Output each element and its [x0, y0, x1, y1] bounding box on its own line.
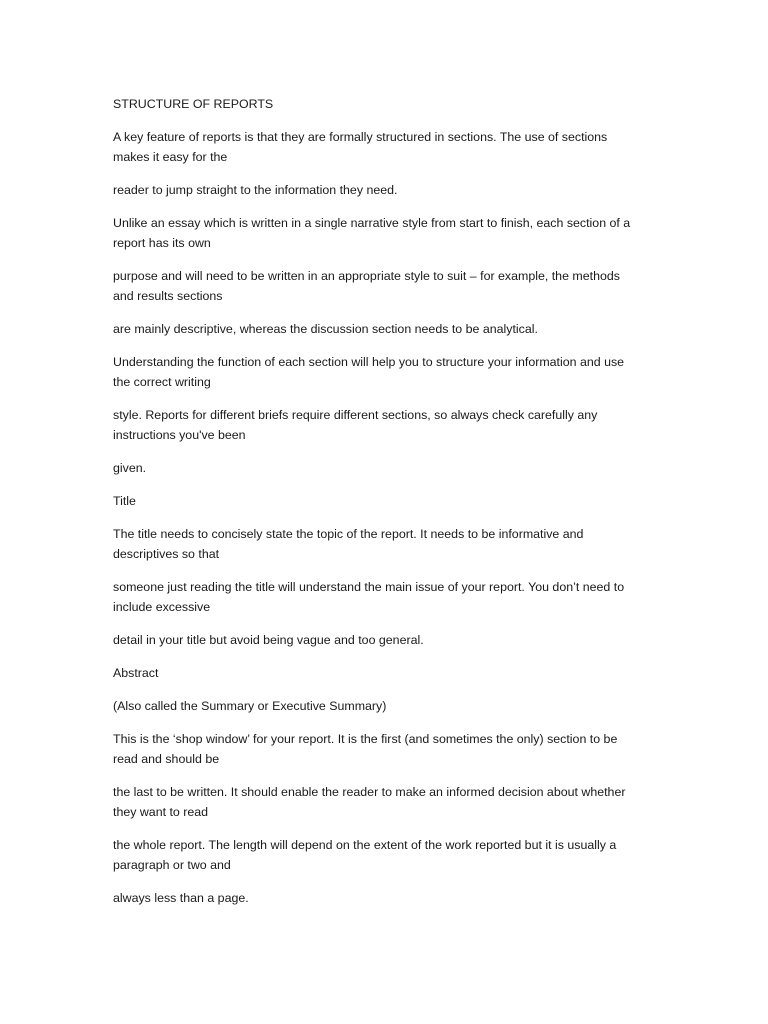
paragraph [113, 729, 653, 769]
paragraph-line: the whole report. The length will depend on the extent of the work reported but it is usually a [113, 838, 617, 852]
paragraph-line: instructions you've been [113, 428, 246, 442]
document-title: STRUCTURE OF REPORTS [113, 97, 274, 111]
paragraph-line: makes it easy for the [113, 150, 228, 164]
paragraph-line: include excessive [113, 600, 211, 614]
paragraph-line: The title needs to concisely state the topic of the report. It needs to be informative and [113, 527, 584, 541]
paragraph-line: descriptives so that [113, 547, 220, 561]
paragraph-line: report has its own [113, 236, 211, 250]
paragraph-line: style. Reports for different briefs require different sections, so always check carefully any [113, 408, 598, 422]
paragraph [113, 319, 653, 339]
paragraph [113, 696, 653, 716]
paragraph [113, 577, 653, 617]
paragraph-line: A key feature of reports is that they are formally structured in sections. The use of sections [113, 130, 608, 144]
paragraph [113, 458, 653, 478]
paragraph [113, 127, 653, 167]
paragraph [113, 888, 653, 908]
paragraph-line: always less than a page. [113, 891, 249, 905]
paragraph-line: reader to jump straight to the information they need. [113, 183, 398, 197]
paragraph-line: This is the ‘shop window’ for your report. It is the first (and sometimes the only) section to be [113, 732, 618, 746]
paragraph [113, 266, 653, 306]
paragraph-line: are mainly descriptive, whereas the discussion section needs to be analytical. [113, 322, 538, 336]
paragraph [113, 524, 653, 564]
paragraph [113, 405, 653, 445]
section-heading-title: Title [113, 494, 136, 508]
paragraph-line: they want to read [113, 805, 209, 819]
paragraph-line: purpose and will need to be written in an appropriate style to suit – for example, the methods [113, 269, 620, 283]
paragraph-line: read and should be [113, 752, 220, 766]
paragraph-line: paragraph or two and [113, 858, 231, 872]
paragraph-line: detail in your title but avoid being vague and too general. [113, 633, 424, 647]
paragraph-line: and results sections [113, 289, 223, 303]
paragraph [113, 213, 653, 253]
paragraph [113, 180, 653, 200]
paragraph-line: the last to be written. It should enable the reader to make an informed decision about whether [113, 785, 626, 799]
intro-section [113, 127, 653, 478]
paragraph-line: given. [113, 461, 147, 475]
paragraph-line: Unlike an essay which is written in a single narrative style from start to finish, each section of a [113, 216, 631, 230]
paragraph-line: (Also called the Summary or Executive Summary) [113, 699, 387, 713]
title-section [113, 491, 653, 650]
section-heading-abstract: Abstract [113, 666, 159, 680]
paragraph-line: the correct writing [113, 375, 211, 389]
document-body [113, 94, 653, 921]
paragraph [113, 835, 653, 875]
paragraph [113, 352, 653, 392]
abstract-section [113, 663, 653, 908]
paragraph [113, 782, 653, 822]
paragraph-line: someone just reading the title will understand the main issue of your report. You don’t need to [113, 580, 625, 594]
paragraph [113, 630, 653, 650]
paragraph-line: Understanding the function of each section will help you to structure your information and use [113, 355, 625, 369]
